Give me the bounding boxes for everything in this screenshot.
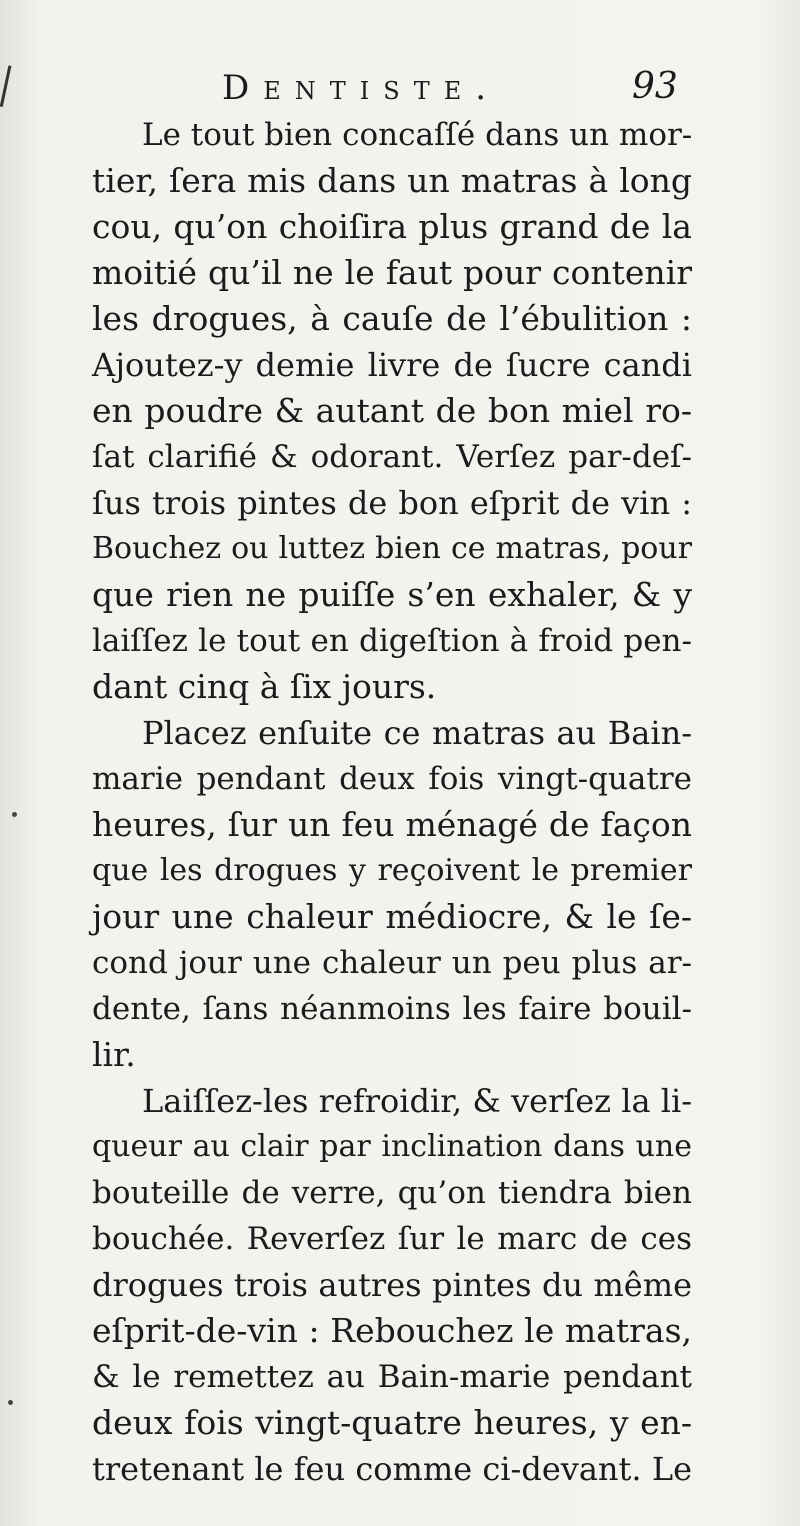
text-line: Ajoutez-y demie livre de ſucre candi: [92, 346, 692, 384]
text-line: heures, ſur un feu ménagé de façon: [92, 805, 692, 844]
page-number: 93: [632, 66, 678, 107]
text-line: que rien ne puiſſe s’en exhaler, & y: [92, 575, 692, 614]
text-line: drogues trois autres pintes du même: [92, 1266, 692, 1304]
text-line: lir.: [92, 1035, 136, 1074]
text-line: en poudre & autant de bon miel ro-: [92, 391, 692, 430]
text-line: dente, ſans néanmoins les faire bouil-: [92, 991, 692, 1027]
margin-speck: [12, 812, 17, 817]
text-line: laiſſez le tout en digeſtion à froid pen-: [92, 623, 692, 659]
text-line: Bouchez ou luttez bien ce matras, pour: [92, 531, 692, 566]
text-line: ſus trois pintes de bon eſprit de vin :: [92, 484, 692, 522]
running-title: Dentiste.: [222, 68, 501, 108]
text-line: tretenant le feu comme ci-devant. Le: [92, 1450, 692, 1488]
text-line: & le remettez au Bain-marie pendant: [92, 1359, 692, 1395]
text-line: tier, ſera mis dans un matras à long: [92, 161, 692, 200]
text-line: dant cinq à ſix jours.: [92, 667, 437, 706]
text-line: bouteille de verre, qu’on tiendra bien: [92, 1175, 692, 1211]
text-line: que les drogues y reçoivent le premier: [92, 853, 692, 888]
text-line: moitié qu’il ne le faut pour contenir: [92, 253, 692, 292]
text-line: marie pendant deux fois vingt-quatre: [92, 761, 692, 797]
text-line: les drogues, à cauſe de l’ébulition :: [92, 299, 692, 338]
text-line: deux fois vingt-quatre heures, y en-: [92, 1403, 692, 1442]
margin-speck: [8, 1400, 13, 1405]
running-head: [0, 62, 800, 112]
text-line: Le tout bien concaſſé dans un mor-: [142, 117, 693, 153]
text-line: cou, qu’on choiſira plus grand de la: [92, 207, 692, 246]
text-line: cond jour une chaleur un peu plus ar-: [92, 945, 692, 981]
text-line: ſat clarifié & odorant. Verſez par-deſ-: [92, 439, 692, 475]
text-line: jour une chaleur médiocre, & le ſe-: [92, 897, 692, 936]
text-line: queur au clair par inclination dans une: [92, 1129, 692, 1164]
text-line: eſprit-de-vin : Rebouchez le matras,: [92, 1311, 692, 1350]
text-line: Laiſſez-les refroidir, & verſez la li-: [142, 1082, 692, 1120]
text-line: bouchée. Reverſez ſur le marc de ces: [92, 1221, 692, 1257]
text-line: Placez enſuite ce matras au Bain-: [142, 714, 692, 752]
